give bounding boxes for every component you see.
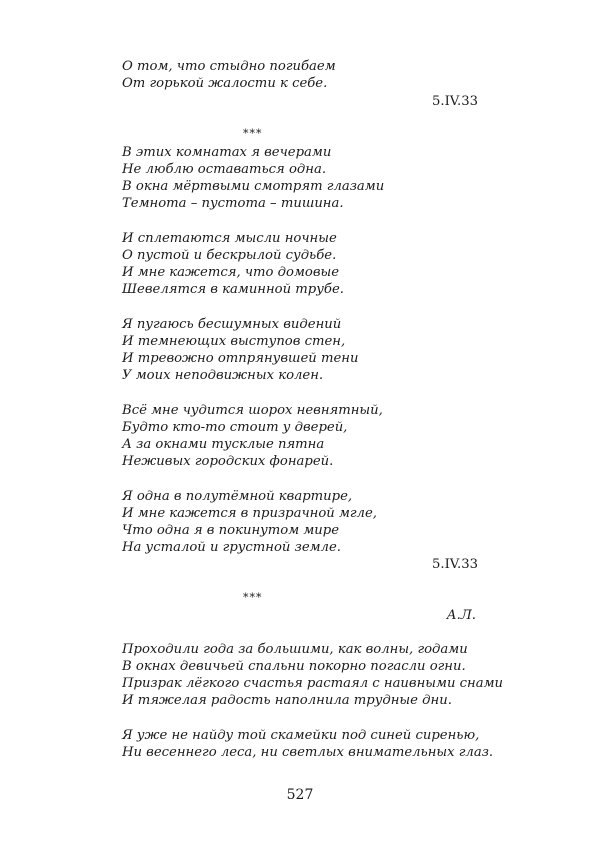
poem-line: И темнеющих выступов стен, (122, 334, 346, 349)
poem-line: От горькой жалости к себе. (122, 76, 328, 91)
poem-line: Темнота – пустота – тишина. (122, 196, 344, 211)
poem-line: У моих неподвижных колен. (122, 368, 324, 383)
poem-line: Неживых городских фонарей. (122, 454, 334, 469)
poem-line: Не люблю оставаться одна. (122, 162, 327, 177)
poem-line: Шевелятся в каминной трубе. (122, 282, 344, 297)
poem-line: Ни весеннего леса, ни светлых внимательных глаз. (122, 745, 494, 760)
poem-line: О том, что стыдно погибаем (122, 59, 336, 74)
poem-line: В окна мёртвыми смотрят глазами (122, 179, 385, 194)
poem-line: Всё мне чудится шорох невнятный, (122, 403, 383, 418)
poem-date: 5.IV.33 (432, 94, 478, 109)
poem-line: На усталой и грустной земле. (122, 540, 341, 555)
poem-line: Я одна в полутёмной квартире, (122, 489, 353, 504)
poem-line: Проходили года за большими, как волны, годами (122, 642, 468, 657)
poem-line: И тревожно отпрянувшей тени (122, 351, 359, 366)
poem-line: В окнах девичьей спальни покорно погасли огни. (122, 659, 466, 674)
dedication: А.Л. (446, 608, 476, 623)
page-number: 527 (286, 787, 314, 803)
poem-line: Что одна я в покинутом мире (122, 523, 340, 538)
poem-date: 5.IV.33 (432, 557, 478, 572)
poem-line: Я уже не найду той скамейки под синей сиренью, (122, 728, 480, 743)
poem-line: В этих комнатах я вечерами (122, 145, 332, 160)
poem-line: Будто кто-то стоит у дверей, (122, 420, 348, 435)
section-separator: *** (243, 127, 263, 140)
poem-line: И тяжелая радость наполнила трудные дни. (122, 693, 452, 708)
poem-line: А за окнами тусклые пятна (122, 437, 325, 452)
poem-line: О пустой и бескрылой судьбе. (122, 248, 337, 263)
poem-line: И мне кажется в призрачной мгле, (122, 506, 377, 521)
section-separator: *** (243, 591, 263, 604)
poem-line: Призрак лёгкого счастья растаял с наивными снами (122, 676, 504, 691)
poem-line: И мне кажется, что домовые (122, 265, 340, 280)
poem-line: И сплетаются мысли ночные (122, 231, 337, 246)
poem-line: Я пугаюсь бесшумных видений (122, 317, 342, 332)
